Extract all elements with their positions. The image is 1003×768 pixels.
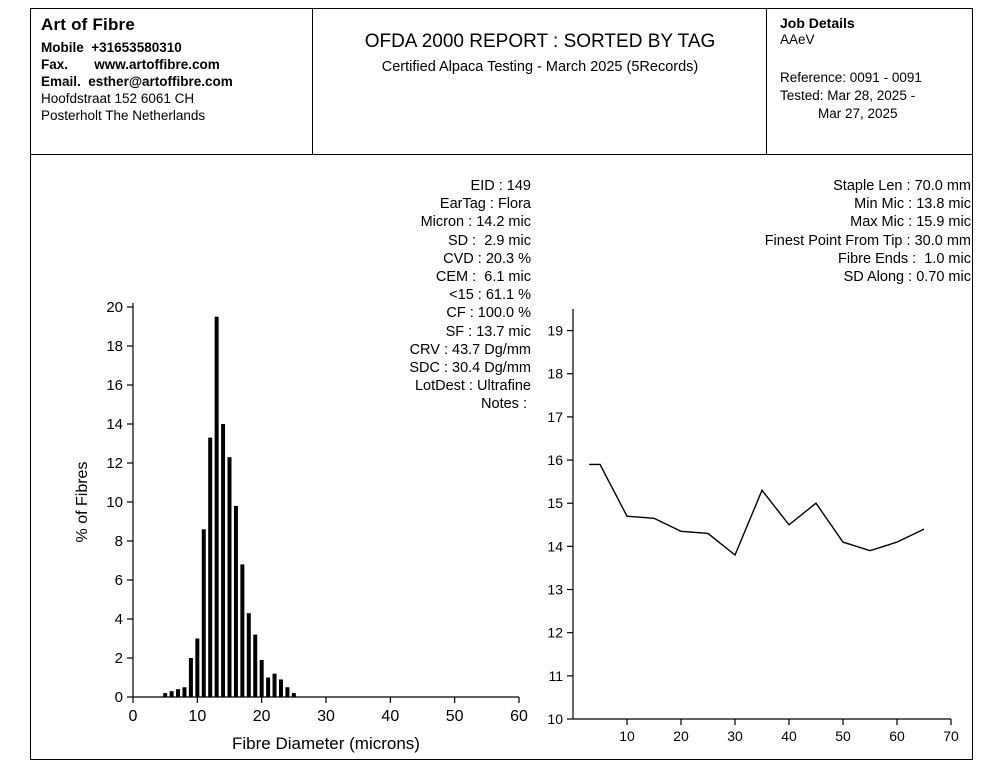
svg-text:11: 11 [548,667,563,684]
svg-text:30: 30 [317,708,335,725]
svg-text:10: 10 [188,708,207,725]
company-name: Art of Fibre [41,15,136,34]
svg-text:14: 14 [106,416,123,433]
stat-min-mic [671,195,971,213]
svg-text:16: 16 [106,377,123,394]
svg-text:18: 18 [106,338,123,355]
report-title: OFDA 2000 REPORT : SORTED BY TAG [364,31,716,52]
contact-row-email [41,73,312,90]
stat-finest-point [671,232,971,250]
stat-max-mic-value: 15.9 mic [916,214,971,231]
contact-label-email: Email. [41,74,81,89]
stat-fibre-ends-value: 1.0 mic [924,250,971,267]
svg-text:40: 40 [781,728,797,744]
contact-label-fax: Fax. [41,57,69,72]
stat-crv-label: CRV : [409,341,448,358]
report-title-cell [314,9,767,154]
job-reference: Reference: 0091 - 0091 [780,70,922,85]
svg-text:10: 10 [547,711,563,727]
stat-under15-label: <15 : [449,287,482,304]
stat-sd-along-label: SD Along : [843,269,913,286]
stat-eartag [281,195,531,213]
job-details-cell [768,9,972,154]
sample-stats-right [671,177,971,286]
svg-text:20: 20 [106,299,123,316]
svg-text:40: 40 [381,708,400,725]
stat-cem-value: 6.1 mic [484,269,531,286]
stat-cvd [281,250,531,268]
histogram-svg [61,289,531,759]
stat-eartag-value: Flora [497,196,531,213]
job-details-title: Job Details [780,15,855,31]
stat-sdc-value: 30.4 Dg/mm [452,360,531,377]
stat-min-mic-label: Min Mic : [854,196,913,213]
svg-text:18: 18 [547,365,563,382]
profile-svg [531,299,961,759]
stat-sd-value: 2.9 mic [484,232,531,249]
svg-text:50: 50 [445,708,464,725]
job-details-block [780,69,972,123]
svg-text:20: 20 [673,728,689,744]
report-subtitle: Certified Alpaca Testing - March 2025 (5Records) [381,59,699,75]
stat-eid-label: EID : [470,178,503,194]
stat-finest-point-label: Finest Point From Tip : [764,232,911,249]
contact-value-email: esther@artoffibre.com [88,74,233,89]
address-line-2: Posterholt The Netherlands [41,108,206,123]
job-tested-to: Mar 27, 2025 [818,106,898,121]
contact-value-fax: www.artoffibre.com [94,57,220,72]
contact-value-mobile: +31653580310 [91,40,182,55]
stat-sd [281,232,531,250]
svg-text:10: 10 [106,494,123,511]
report-header [31,9,972,155]
svg-text:2: 2 [114,650,123,667]
svg-text:4: 4 [114,611,123,628]
stat-micron [281,213,531,231]
contact-label-mobile: Mobile [41,40,84,55]
svg-text:0: 0 [128,708,138,725]
svg-text:19: 19 [547,322,563,339]
company-details-cell [31,9,313,154]
stat-notes-label: Notes : [481,396,527,413]
svg-text:% of Fibres: % of Fibres [74,461,91,543]
stat-staple-len [671,177,971,195]
stat-sd-label: SD : [447,232,477,249]
stat-eartag-label: EarTag : [439,196,494,213]
svg-text:60: 60 [510,708,528,725]
stat-max-mic [671,213,971,231]
stat-micron-label: Micron : [420,214,473,231]
svg-text:12: 12 [106,455,123,472]
stat-min-mic-value: 13.8 mic [916,196,971,213]
svg-text:20: 20 [252,708,271,725]
svg-text:10: 10 [619,728,635,744]
svg-text:16: 16 [547,452,563,469]
svg-text:30: 30 [727,728,743,744]
stat-fibre-ends [671,250,971,268]
stat-crv-value: 43.7 Dg/mm [452,341,531,358]
svg-text:70: 70 [943,728,959,744]
stat-eid-value: 149 [506,178,531,194]
report-container [30,8,973,760]
svg-text:60: 60 [889,728,905,744]
histogram-chart [61,289,531,759]
job-tested-from: Tested: Mar 28, 2025 - [780,88,916,103]
svg-text:15: 15 [547,495,563,512]
svg-text:8: 8 [114,533,123,550]
svg-text:Fibre Diameter (microns): Fibre Diameter (microns) [232,734,420,753]
stat-max-mic-label: Max Mic : [850,214,913,231]
contact-row-mobile [41,39,312,56]
stat-finest-point-value: 30.0 mm [914,232,971,249]
stat-under15-value: 61.1 % [485,287,531,304]
stat-cvd-label: CVD : [443,250,482,267]
stat-cvd-value: 20.3 % [485,250,531,267]
stat-cf-value: 100.0 % [477,305,531,322]
address-line-1: Hoofdstraat 152 6061 CH [41,91,195,106]
stat-sdc-label: SDC : [409,360,448,377]
stat-cem-label: CEM : [435,269,477,286]
job-code: AAeV [780,32,815,47]
stat-sd-along [671,268,971,286]
stat-cem [281,268,531,286]
stat-lotdest-value: Ultrafine [477,378,531,395]
stat-staple-len-label: Staple Len : [833,178,911,194]
profile-chart [531,299,961,759]
svg-text:17: 17 [547,408,563,425]
stat-lotdest-label: LotDest : [414,378,473,395]
stat-sd-along-value: 0.70 mic [916,269,971,286]
stat-fibre-ends-label: Fibre Ends : [838,250,917,267]
svg-text:0: 0 [114,689,123,706]
stat-cf-label: CF : [446,305,474,322]
svg-text:12: 12 [547,624,563,641]
svg-text:14: 14 [547,538,563,555]
stat-staple-len-value: 70.0 mm [914,178,971,194]
svg-text:13: 13 [547,581,563,598]
stat-eid [281,177,531,195]
svg-text:6: 6 [114,572,123,589]
stat-micron-value: 14.2 mic [476,214,531,231]
stat-sf-label: SF : [445,323,473,340]
stat-sf-value: 13.7 mic [476,323,531,340]
contact-row-fax [41,56,312,73]
svg-text:50: 50 [835,728,851,744]
